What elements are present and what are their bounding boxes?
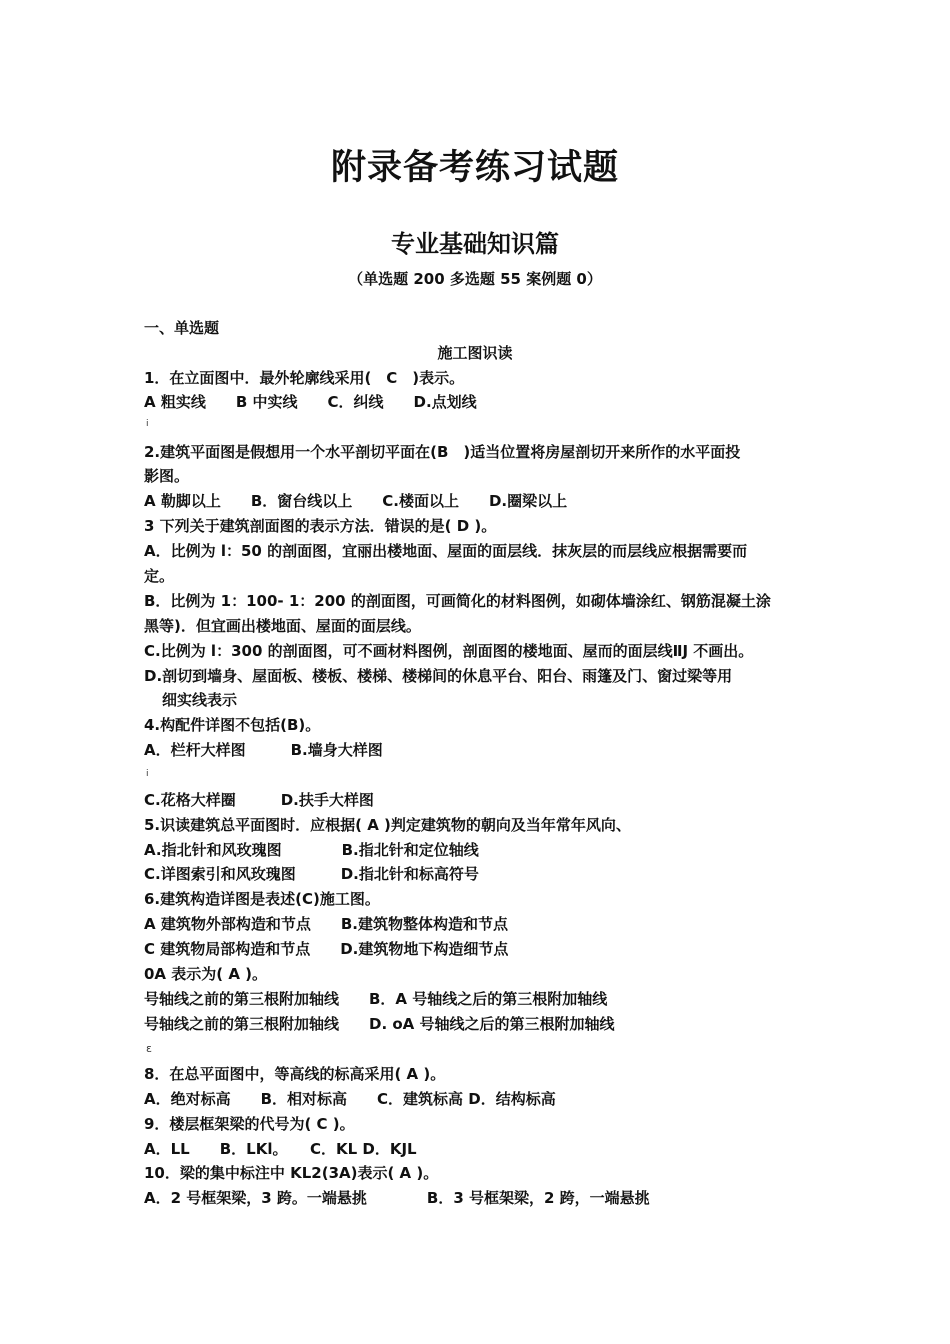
text-line: C.比例为 l：300 的剖面图，可不画材料图例，剖面图的楼地面、屋而的面层线ⅡJ 不画出。 <box>144 642 754 660</box>
text-line: 4.构配件详图不包括(B)。 <box>144 716 321 734</box>
stray-mark: ɛ <box>146 1042 152 1055</box>
text-line: 2.建筑平面图是假想用一个水平剖切平面在(B )适当位置将房屋剖切开来所作的水平面投 <box>144 443 741 461</box>
text-line: 号轴线之前的第三根附加轴线 B．A 号轴线之后的第三根附加轴线 <box>144 990 608 1008</box>
text-line: 6.建筑构造详图是表述(C)施工图。 <box>144 890 380 908</box>
text-line: A．比例为 l：50 的剖面图，宜丽出楼地面、屋面的面层线．抹灰层的而层线应根据需要而 <box>144 542 748 560</box>
text-line: 黑等)．但宜画出楼地面、屋面的面层线。 <box>144 617 421 635</box>
text-line: 10．梁的集中标注中 KL2(3A)表示( A )。 <box>144 1164 439 1182</box>
text-line: 细实线表示 <box>162 691 238 709</box>
text-line: 8．在总平面图中，等高线的标高采用( A )。 <box>144 1065 446 1083</box>
text-line: 定。 <box>144 567 175 585</box>
text-line: 0A 表示为( A )。 <box>144 965 268 983</box>
text-line: A．2 号框架梁，3 跨。一端悬挑 B．3 号框架梁，2 跨，一端悬挑 <box>144 1189 650 1207</box>
text-line: 1．在立面图中．最外轮廓线采用( C )表示。 <box>144 369 465 387</box>
text-line: 3 下列关于建筑剖面图的表示方法．错误的是( D )。 <box>144 517 497 535</box>
text-line: 号轴线之前的第三根附加轴线 D. oA 号轴线之后的第三根附加轴线 <box>144 1015 615 1033</box>
stray-mark: ⅰ <box>146 419 149 429</box>
text-line: D.剖切到墙身、屋面板、楼板、楼梯、楼梯间的休息平台、阳台、雨篷及门、窗过梁等用 <box>144 667 733 685</box>
text-line: A．LL B．LKl。 C．KL D．KJL <box>144 1140 417 1158</box>
page-title: 附录备考练习试题 <box>330 147 619 188</box>
text-line: A 粗实线 B 中实线 C．纠线 D.点划线 <box>144 393 477 411</box>
page-subtitle: 专业基础知识篇 <box>391 229 559 258</box>
text-line: C.详图索引和风玫瑰图 D.指北针和标高符号 <box>144 865 479 883</box>
question-count-note: （单选题 200 多选题 55 案例题 0） <box>348 270 602 288</box>
section-heading: 一、单选题 <box>144 319 220 337</box>
text-line: A.指北针和风玫瑰图 B.指北针和定位轴线 <box>144 841 479 859</box>
stray-mark: ⅰ <box>146 769 149 779</box>
text-line: C.花格大样圈 D.扶手大样图 <box>144 791 374 809</box>
text-line: 9．楼层框架梁的代号为( C )。 <box>144 1115 355 1133</box>
text-line: B．比例为 1：100- 1：200 的剖面图，可画简化的材料图例，如砌体墙涂红、钢筋混凝土涂 <box>144 592 771 610</box>
text-line: A．栏杆大样图 B.墙身大样图 <box>144 741 383 759</box>
text-line: A．绝对标高 B．相对标高 C．建筑标高 D．结构标高 <box>144 1090 556 1108</box>
text-line: C 建筑物局部构造和节点 D.建筑物地下构造细节点 <box>144 940 509 958</box>
topic-heading: 施工图识读 <box>437 344 513 362</box>
text-line: 5.识读建筑总平面图时．应根据( A )判定建筑物的朝向及当年常年风向、 <box>144 816 631 834</box>
text-line: 影图。 <box>144 467 190 485</box>
text-line: A 勒脚以上 B．窗台线以上 C.楼面以上 D.圈梁以上 <box>144 492 568 510</box>
text-line: A 建筑物外部构造和节点 B.建筑物整体构造和节点 <box>144 915 508 933</box>
